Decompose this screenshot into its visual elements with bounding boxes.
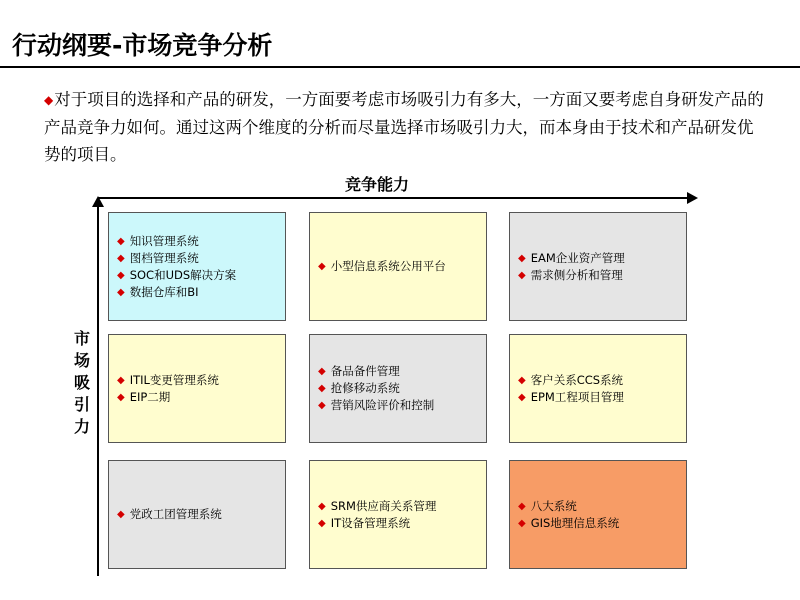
cell-item-list	[318, 498, 486, 532]
cell-item-text: 抢修移动系统	[330, 381, 400, 395]
cell-list-item	[318, 515, 486, 532]
cell-list-item	[117, 389, 285, 406]
cell-list-item	[318, 363, 486, 380]
intro-text: 对于项目的选择和产品的研发，一方面要考虑市场吸引力有多大，一方面又要考虑自身研发产品的产品竞争力如何。通过这两个维度的分析而尽量选择市场吸引力大，而本身由于技术和产品研发优势的项目。	[44, 90, 764, 164]
x-axis-label: 竞争能力	[345, 175, 410, 194]
cell-list-item	[518, 372, 686, 389]
matrix-cell-mid-attraction-high-competition	[509, 334, 687, 443]
cell-list-item	[318, 258, 486, 275]
cell-item-text: 营销风险评价和控制	[330, 398, 435, 412]
y-axis-char: 吸	[73, 373, 90, 392]
cell-list-item	[318, 498, 486, 515]
intro-paragraph	[44, 86, 769, 168]
y-axis-char: 场	[73, 351, 90, 370]
cell-item-text: 小型信息系统公用平台	[330, 259, 446, 273]
cell-item-text: ITIL变更管理系统	[129, 372, 219, 387]
cell-list-item	[117, 506, 285, 523]
cell-item-text: GIS地理信息系统	[530, 515, 620, 530]
cell-list-item	[117, 284, 285, 301]
bullet-diamond-icon: ◆	[117, 374, 125, 386]
cell-list-item	[117, 233, 285, 250]
cell-list-item	[117, 267, 285, 284]
matrix-cell-high-attraction-low-competition	[108, 212, 286, 321]
y-axis-label	[70, 328, 94, 438]
bullet-diamond-icon: ◆	[518, 374, 526, 386]
matrix-cell-high-attraction-mid-competition	[309, 212, 487, 321]
x-axis-arrow	[98, 197, 688, 199]
y-axis-char: 市	[73, 329, 90, 348]
cell-list-item	[518, 515, 686, 532]
title-divider	[0, 66, 800, 68]
cell-item-text: SOC和UDS解决方案	[129, 267, 237, 282]
cell-item-text: 备品备件管理	[330, 364, 400, 378]
cell-item-text: IT设备管理系统	[330, 515, 411, 530]
cell-item-list	[117, 506, 285, 523]
page-title: 行动纲要-市场竞争分析	[12, 31, 273, 60]
cell-item-text: 图档管理系统	[129, 250, 199, 265]
bullet-diamond-icon: ◆	[518, 391, 526, 403]
cell-item-text: 知识管理系统	[129, 233, 199, 248]
bullet-diamond-icon: ◆	[117, 235, 125, 247]
matrix-cell-low-attraction-low-competition	[108, 460, 286, 569]
cell-item-list	[518, 250, 686, 284]
cell-item-text: EAM企业资产管理	[530, 250, 625, 265]
bullet-diamond-icon: ◆	[117, 391, 125, 403]
cell-list-item	[518, 250, 686, 267]
cell-list-item	[518, 498, 686, 515]
bullet-diamond-icon: ◆	[318, 500, 326, 512]
cell-list-item	[318, 380, 486, 397]
cell-list-item	[518, 389, 686, 406]
bullet-diamond-icon: ◆	[117, 509, 125, 520]
cell-list-item	[117, 372, 285, 389]
bullet-diamond-icon: ◆	[117, 286, 125, 298]
matrix-cell-mid-attraction-mid-competition	[309, 334, 487, 443]
y-axis-arrow	[97, 206, 99, 576]
matrix-cell-low-attraction-high-competition	[509, 460, 687, 569]
cell-item-text: EIP二期	[129, 389, 171, 404]
cell-item-text: EPM工程项目管理	[530, 389, 624, 404]
cell-list-item	[318, 397, 486, 414]
bullet-diamond-icon: ◆	[518, 500, 526, 512]
cell-item-list	[318, 363, 486, 414]
matrix-cell-high-attraction-high-competition	[509, 212, 687, 321]
cell-item-list	[117, 233, 285, 301]
bullet-diamond-icon: ◆	[518, 252, 526, 264]
matrix-cell-mid-attraction-low-competition	[108, 334, 286, 443]
bullet-diamond-icon: ◆	[117, 252, 125, 264]
cell-item-list	[318, 258, 486, 275]
cell-item-list	[518, 372, 686, 406]
bullet-diamond-icon: ◆	[518, 269, 526, 281]
bullet-diamond-icon: ◆	[318, 261, 326, 272]
cell-item-text: SRM供应商关系管理	[330, 498, 437, 513]
bullet-diamond-icon: ◆	[518, 517, 526, 529]
matrix-cell-low-attraction-mid-competition	[309, 460, 487, 569]
y-axis-char: 力	[73, 417, 90, 436]
y-axis-char: 引	[73, 395, 90, 414]
bullet-diamond-icon: ◆	[318, 400, 326, 411]
bullet-diamond-icon: ◆	[318, 366, 326, 377]
cell-item-text: 党政工团管理系统	[129, 507, 222, 521]
cell-list-item	[117, 250, 285, 267]
cell-list-item	[518, 267, 686, 284]
cell-item-text: 客户关系CCS系统	[530, 372, 624, 387]
cell-item-text: 需求侧分析和管理	[530, 267, 623, 282]
bullet-diamond-icon: ◆	[44, 93, 54, 107]
cell-item-list	[117, 372, 285, 406]
bullet-diamond-icon: ◆	[117, 269, 125, 281]
cell-item-list	[518, 498, 686, 532]
bullet-diamond-icon: ◆	[318, 517, 326, 529]
cell-item-text: 数据仓库和BI	[129, 284, 199, 299]
bullet-diamond-icon: ◆	[318, 383, 326, 394]
cell-item-text: 八大系统	[530, 498, 577, 513]
